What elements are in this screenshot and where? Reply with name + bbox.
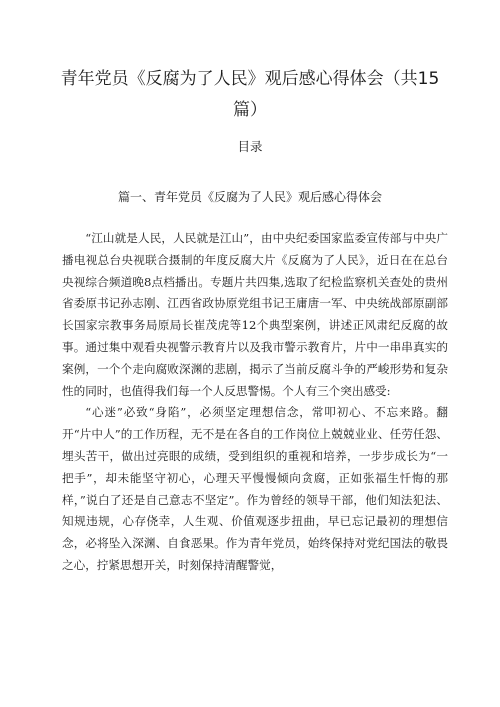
- toc-heading: 目录: [237, 139, 263, 154]
- article-heading: 篇一、青年党员《反腐为了人民》观后感心得体会: [117, 190, 382, 204]
- article-body: [62, 228, 448, 577]
- paragraph: “江山就是人民，人民就是江山”，由中央纪委国家监委宣传部与中央广播电视总台央视联合摄制的年度反腐大片《反腐为了人民》，近日在在总台央视综合频道晚8点档播出。专题片共四集,选取了纪检监察机关查处的贵州省委原书记孙志刚、江西省政协原党组书记王庸唐一军、中央统战部原副部长国家宗教事务局原局长崔茂虎等12个典型案例，讲述正风肃纪反腐的故事。通过集中观看央视警示教育片以及我市警示教育片，片中一串串真实的案例，一个个走向腐败深渊的悲剧，揭示了当前反腐斗争的严峻形势和复杂性的同时，也值得我们每一个人反思警惕。个人有三个突出感受:: [62, 231, 448, 398]
- paragraph: “心迷”必致“身陷”，必须坚定理想信念，常叩初心、不忘来路。翻开“片中人”的工作历程，无不是在各自的工作岗位上兢兢业业、任劳任怨、埋头苦干，做出过亮眼的成绩，受到组织的重视和培养，一步步成长为“一把手”，却未能坚守初心，心理天平慢慢倾向贪腐，正如张福生忏悔的那样，”说白了还是自己意志不坚定”。作为曾经的领导干部，他们知法犯法、知规违规，心存侥幸，人生观、价值观逐步扭曲，早已忘记最初的理想信念，必将坠入深渊、自食恶果。作为青年党员，始终保持对党纪国法的敬畏之心，拧紧思想开关，时刻保持清醒警觉，: [62, 405, 448, 572]
- document-title: 青年党员《反腐为了人民》观后感心得体会（共15篇）: [60, 69, 440, 120]
